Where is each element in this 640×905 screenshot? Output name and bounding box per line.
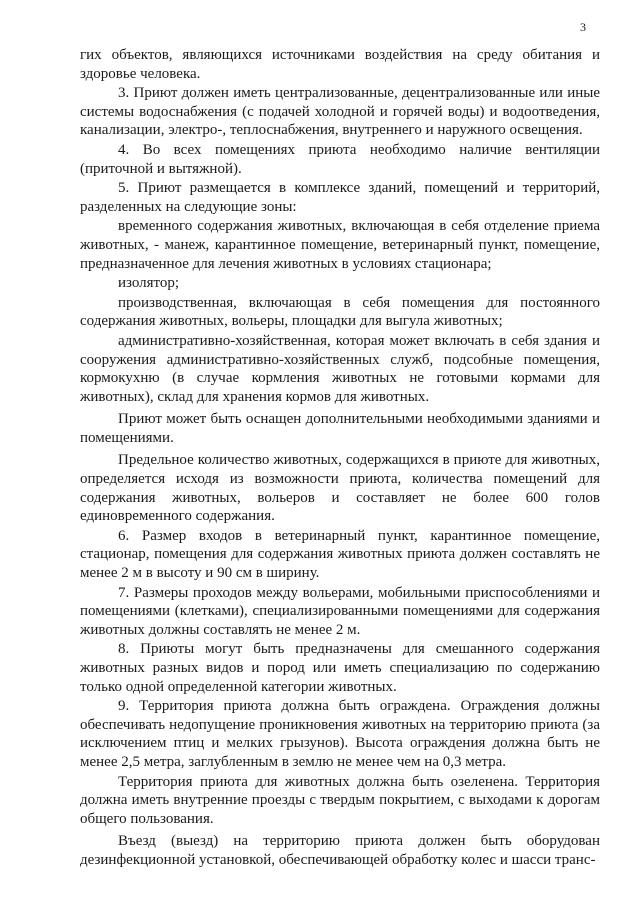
paragraph-item-8: 8. Приюты могут быть предназначены для смешанного содержания животных разных видов и пород или иметь специализацию по содержанию только одной определенной категории животных. (80, 641, 600, 695)
paragraph-item-6: 6. Размер входов в ветеринарный пункт, карантинное помещение, стационар, помещения для содержания животных приюта должен составлять не менее 2 м в высоту и 90 см в ширину. (80, 527, 600, 582)
zone-isolator: изолятор; (118, 275, 180, 292)
zone-administrative: административно-хозяйственная, которая может включать в себя здания и сооружения административно-хозяйственных служб, подсобные помещения, кормокухню (в случае кормления животных не готовыми кормами для животных), склад для хранения кормов для животных. (80, 332, 600, 405)
paragraph-entrance: Въезд (выезд) на территорию приюта должен быть оборудован дезинфекционной установкой, обеспечивающей обработку колес и шасси транс- (80, 833, 600, 868)
zone-production: производственная, включающая в себя помещения для постоянного содержания животных, вольеры, площадки для выгула животных; (80, 294, 600, 330)
paragraph-greening: Территория приюта для животных должна быть озеленена. Территория должна иметь внутренние проезды с твердым покрытием, с выходами к дорогам общего пользования. (80, 773, 600, 827)
paragraph-item-5: 5. Приют размещается в комплексе зданий, помещений и территорий, разделенных на следующие зоны: (80, 180, 600, 215)
paragraph-item-9: 9. Территория приюта должна быть ограждена. Ограждения должны обеспечивать недопущение проникновения животных на территорию приюта (за исключением птиц и мелких грызунов). Высота ограждения должна быть не менее 2,5 метра, заглубленным в землю не менее чем на 0,3 метра. (80, 698, 600, 770)
paragraph-item-3: 3. Приют должен иметь централизованные, децентрализованные или иные системы водоснабжения (с подачей холодной и горячей воды) и водоотведения, канализации, электро-, теплоснабжения, внутреннего и наружного освещения. (80, 85, 600, 139)
zone-temporary-keeping: временного содержания животных, включающая в себя отделение приема животных, - манеж, карантинное помещение, ветеринарный пункт, помещение, предназначенное для лечения животных в условиях стационара; (80, 218, 600, 272)
paragraph-additional-buildings: Приют может быть оснащен дополнительными необходимыми зданиями и помещениями. (80, 411, 600, 446)
paragraph-animal-limit: Предельное количество животных, содержащихся в приюте для животных, определяется исходя из возможности приюта, количества помещений для содержания животных, вольеров и составляет не более 600 голов единовременного содержания. (80, 452, 600, 525)
page-number: 3 (580, 20, 586, 34)
document-body (80, 46, 600, 871)
paragraph-item-4: 4. Во всех помещениях приюта необходимо наличие вентиляции (приточной и вытяжной). (80, 141, 600, 177)
paragraph-continuation: гих объектов, являющихся источниками воздействия на среду обитания и здоровье человека. (80, 47, 600, 82)
paragraph-item-7: 7. Размеры проходов между вольерами, мобильными приспособлениями и помещениями (клетками), специализированными помещениями для содержания животных должны составлять не менее 2 м. (80, 584, 600, 638)
